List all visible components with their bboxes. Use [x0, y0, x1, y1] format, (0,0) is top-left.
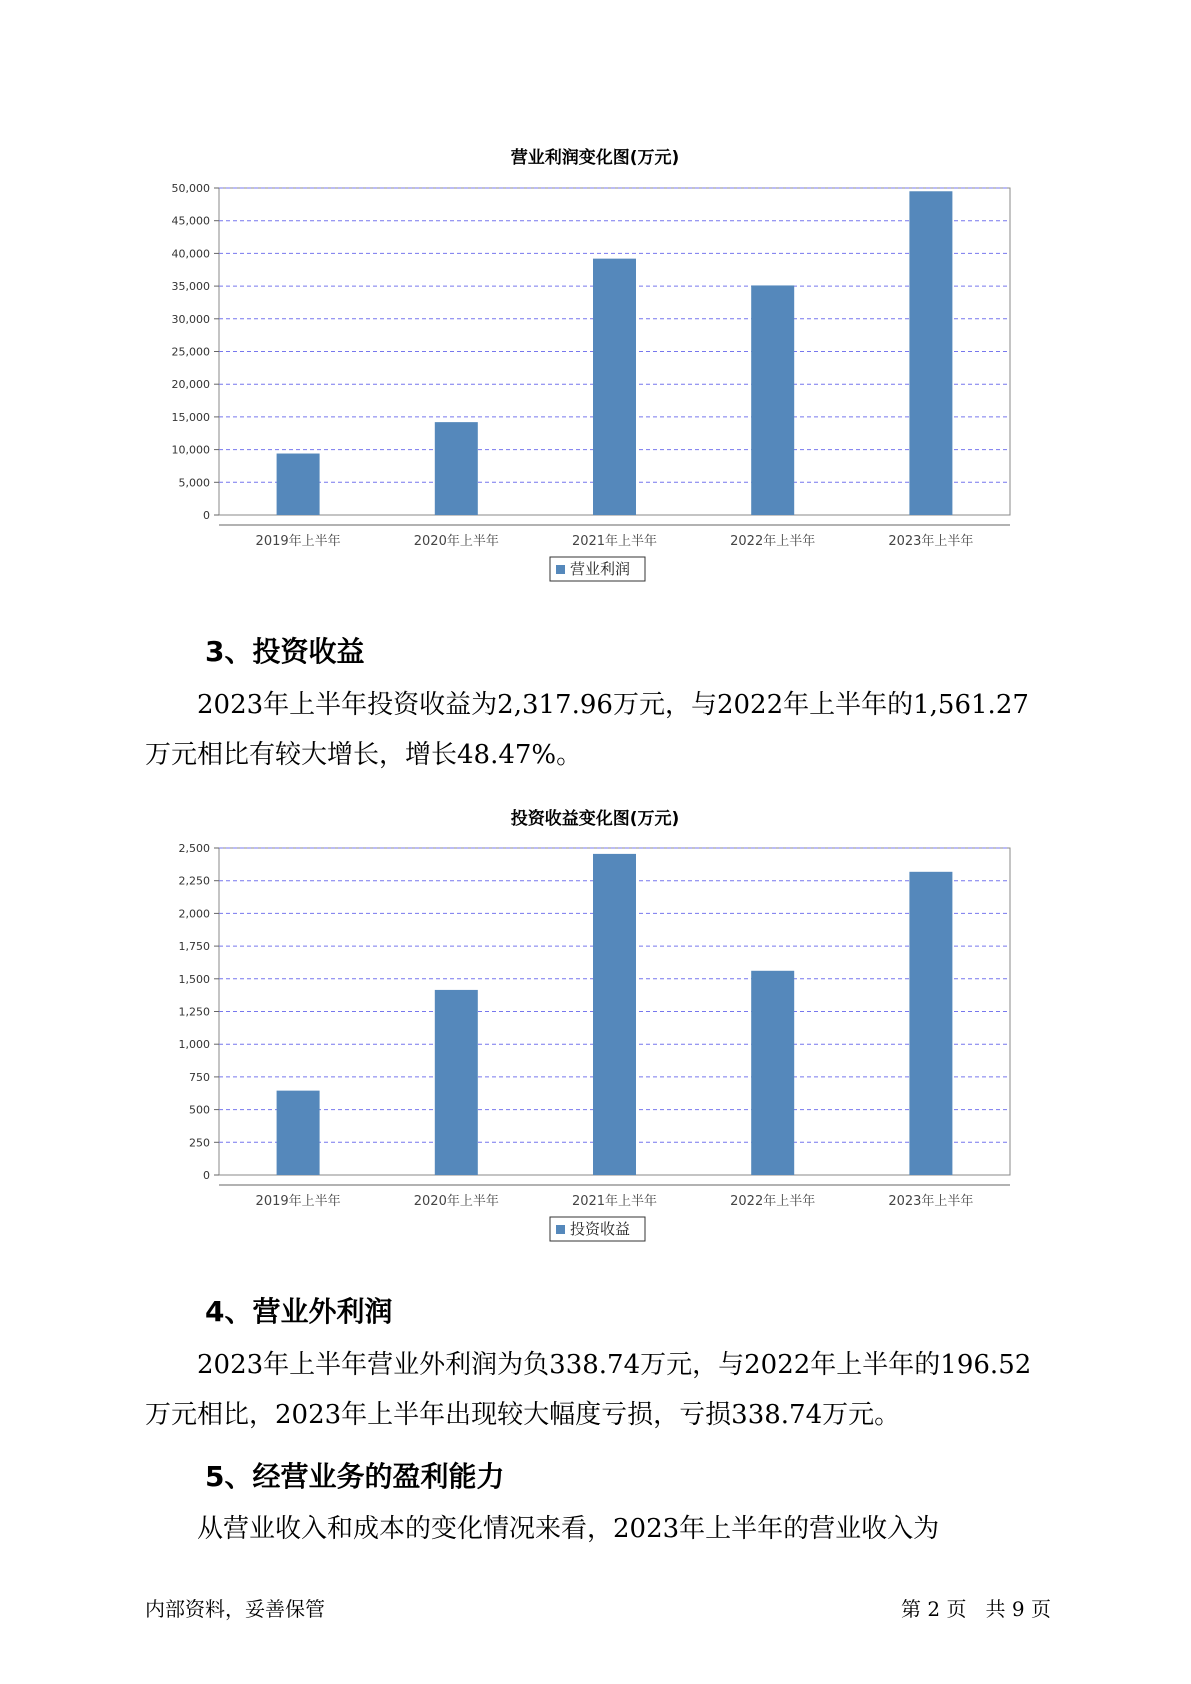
chart1-bar	[435, 422, 478, 515]
chart1-xtick-label: 2019年上半年	[255, 534, 341, 549]
chart2-xtick-label: 2020年上半年	[413, 1194, 499, 1209]
chart2-bar	[277, 1091, 320, 1175]
chart1-legend-label: 营业利润	[570, 560, 631, 578]
chart1-xtick-label: 2022年上半年	[730, 534, 816, 549]
footer-confidential: 内部资料，妥善保管	[145, 1597, 325, 1621]
chart2-bar	[593, 854, 636, 1175]
chart2-ytick-label: 500	[189, 1103, 210, 1117]
chart1-ytick-label: 5,000	[178, 476, 210, 490]
chart2-ytick-label: 1,500	[178, 972, 210, 986]
chart1-ytick-label: 45,000	[171, 214, 210, 228]
investment-income-chart	[0, 830, 1191, 1250]
chart1-title: 营业利润变化图(万元)	[510, 148, 680, 168]
chart1-ytick-label: 10,000	[171, 443, 210, 457]
chart2-bar	[909, 872, 952, 1175]
chart2-legend-swatch	[556, 1225, 565, 1234]
chart1-ytick-label: 30,000	[171, 312, 210, 326]
chart2-ytick-label: 750	[189, 1070, 210, 1084]
chart1-ytick-label: 15,000	[171, 410, 210, 424]
chart2-ytick-label: 2,250	[178, 874, 210, 888]
chart2-ytick-label: 0	[203, 1169, 210, 1182]
section4-heading: 4、营业外利润	[205, 1295, 393, 1328]
section3-line1: 2023年上半年投资收益为2,317.96万元，与2022年上半年的1,561.27	[197, 690, 1029, 720]
chart2-ytick-label: 1,750	[178, 940, 210, 954]
chart2-xtick-label: 2019年上半年	[255, 1194, 341, 1209]
chart2-title: 投资收益变化图(万元)	[510, 809, 680, 829]
chart1-bar	[751, 285, 794, 515]
section3-paragraph	[145, 680, 1050, 780]
chart1-xtick-label: 2020年上半年	[413, 534, 499, 549]
chart1-xtick-label: 2021年上半年	[571, 534, 658, 549]
chart2-bar	[751, 971, 794, 1175]
section4-line1: 2023年上半年营业外利润为负338.74万元，与2022年上半年的196.52	[197, 1350, 1032, 1380]
chart2-ytick-label: 2,500	[178, 842, 210, 855]
section5-heading: 5、经营业务的盈利能力	[205, 1460, 505, 1493]
section4-paragraph	[145, 1340, 1050, 1440]
chart2-xtick-label: 2023年上半年	[888, 1194, 974, 1209]
chart2-ytick-label: 2,000	[178, 907, 210, 921]
chart1-ytick-label: 35,000	[171, 280, 210, 294]
section4-line2: 万元相比，2023年上半年出现较大幅度亏损，亏损338.74万元。	[145, 1400, 901, 1430]
section5-line1: 从营业收入和成本的变化情况来看，2023年上半年的营业收入为	[197, 1514, 940, 1544]
chart2-legend-label: 投资收益	[570, 1220, 631, 1238]
chart2-xtick-label: 2022年上半年	[730, 1194, 816, 1209]
operating-profit-chart	[0, 170, 1191, 590]
chart2-ytick-label: 1,250	[178, 1005, 210, 1019]
section3-line2: 万元相比有较大增长，增长48.47%。	[145, 740, 583, 770]
chart1-legend-swatch	[556, 565, 565, 574]
section3-heading: 3、投资收益	[205, 635, 365, 668]
chart2-bar	[435, 990, 478, 1175]
chart2-xtick-label: 2021年上半年	[571, 1194, 658, 1209]
chart1-ytick-label: 25,000	[171, 345, 210, 359]
chart2-ytick-label: 250	[189, 1136, 210, 1150]
chart1-ytick-label: 20,000	[171, 378, 210, 392]
chart1-ytick-label: 0	[203, 509, 210, 522]
chart1-xtick-label: 2023年上半年	[888, 534, 974, 549]
section5-paragraph	[145, 1504, 1050, 1554]
chart1-bar	[593, 259, 636, 515]
chart1-bar	[277, 454, 320, 515]
chart1-bar	[909, 191, 952, 515]
footer-page-number: 第 2 页 共 9 页	[901, 1597, 1051, 1621]
chart1-ytick-label: 50,000	[171, 182, 210, 195]
chart1-ytick-label: 40,000	[171, 247, 210, 261]
chart2-ytick-label: 1,000	[178, 1038, 210, 1052]
